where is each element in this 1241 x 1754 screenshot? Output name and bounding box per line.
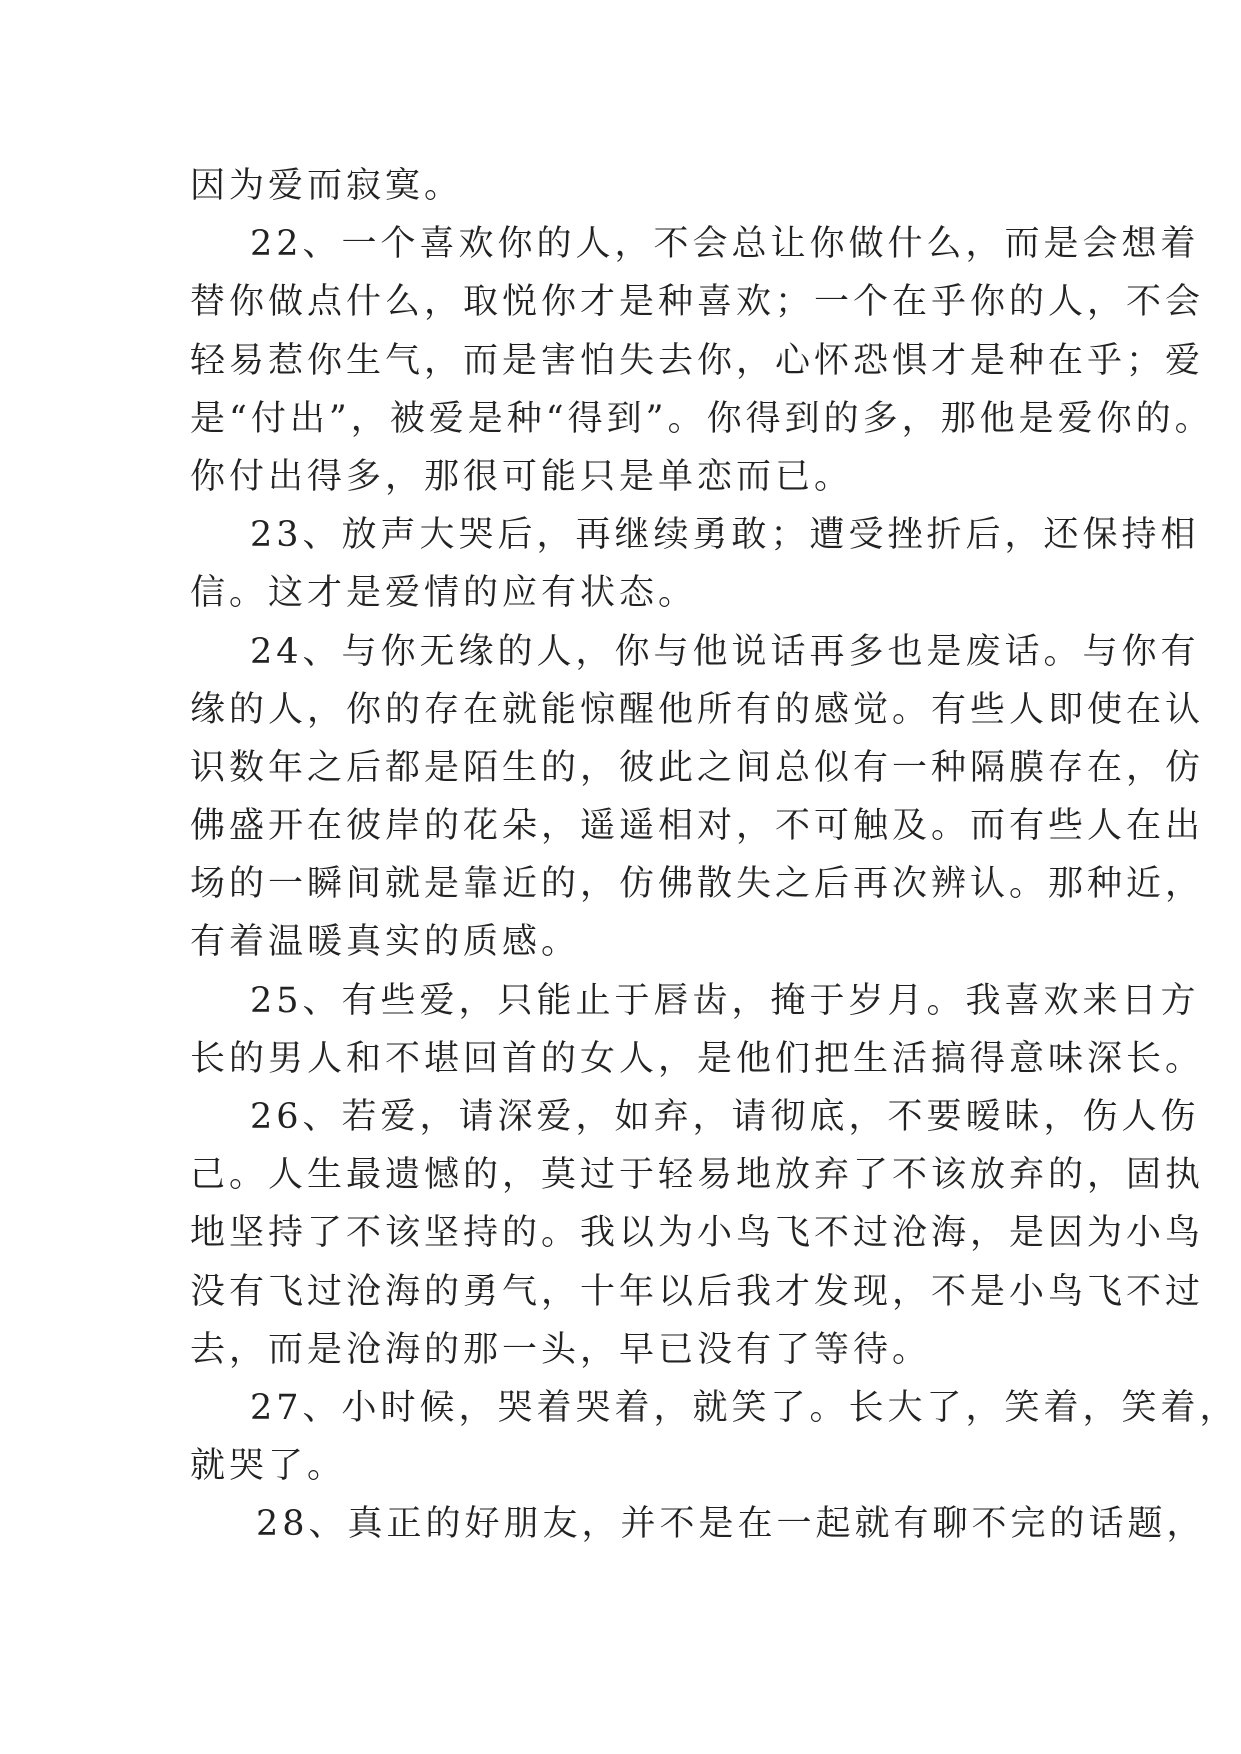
- text-line: 去，而是沧海的那一头，早已没有了等待。: [190, 1329, 932, 1370]
- text-line: 佛盛开在彼岸的花朵，遥遥相对，不可触及。而有些人在出: [190, 806, 1205, 847]
- text-line: 地坚持了不该坚持的。我以为小鸟飞不过沧海，是因为小鸟: [190, 1213, 1205, 1254]
- text-line: 有着温暖真实的质感。: [190, 922, 581, 963]
- text-line: 己。人生最遗憾的，莫过于轻易地放弃了不该放弃的，固执: [190, 1155, 1205, 1196]
- document-body: [190, 157, 1239, 1554]
- text-line: 轻易惹你生气，而是害怕失去你，心怀恐惧才是种在乎；爱: [190, 340, 1205, 381]
- text-line: 缘的人，你的存在就能惊醒他所有的感觉。有些人即使在认: [190, 689, 1205, 730]
- text-line: 就哭了。: [190, 1446, 347, 1487]
- paragraph-23-start: 23、放声大哭后，再继续勇敢；遭受挫折后，还保持相: [250, 515, 1200, 556]
- paragraph-24-start: 24、与你无缘的人，你与他说话再多也是废话。与你有: [250, 631, 1200, 672]
- text-line: 替你做点什么，取悦你才是种喜欢；一个在乎你的人，不会: [190, 282, 1205, 323]
- paragraph-27-start: 27、小时候，哭着哭着，就笑了。长大了，笑着，笑着，: [250, 1387, 1239, 1428]
- text-line: 识数年之后都是陌生的，彼此之间总似有一种隔膜存在，仿: [190, 747, 1205, 788]
- text-line: 因为爱而寂寞。: [190, 166, 464, 206]
- text-line: 长的男人和不堪回首的女人，是他们把生活搞得意味深长。: [190, 1038, 1205, 1079]
- text-line: 是“付出”，被爱是种“得到”。你得到的多，那他是爱你的。: [190, 398, 1214, 439]
- paragraph-22-start: 22、一个喜欢你的人，不会总让你做什么，而是会想着: [250, 224, 1200, 265]
- text-line: 你付出得多，那很可能只是单恋而已。: [190, 456, 854, 497]
- paragraph-28-start: 28、真正的好朋友，并不是在一起就有聊不完的话题，: [256, 1504, 1206, 1545]
- paragraph-25-start: 25、有些爱，只能止于唇齿，掩于岁月。我喜欢来日方: [250, 980, 1200, 1021]
- text-line: 信。这才是爱情的应有状态。: [190, 573, 698, 614]
- text-line: 没有飞过沧海的勇气，十年以后我才发现，不是小鸟飞不过: [190, 1271, 1205, 1312]
- paragraph-26-start: 26、若爱，请深爱，如弃，请彻底，不要暧昧，伤人伤: [250, 1097, 1200, 1137]
- text-line: 场的一瞬间就是靠近的，仿佛散失之后再次辨认。那种近，: [190, 864, 1205, 905]
